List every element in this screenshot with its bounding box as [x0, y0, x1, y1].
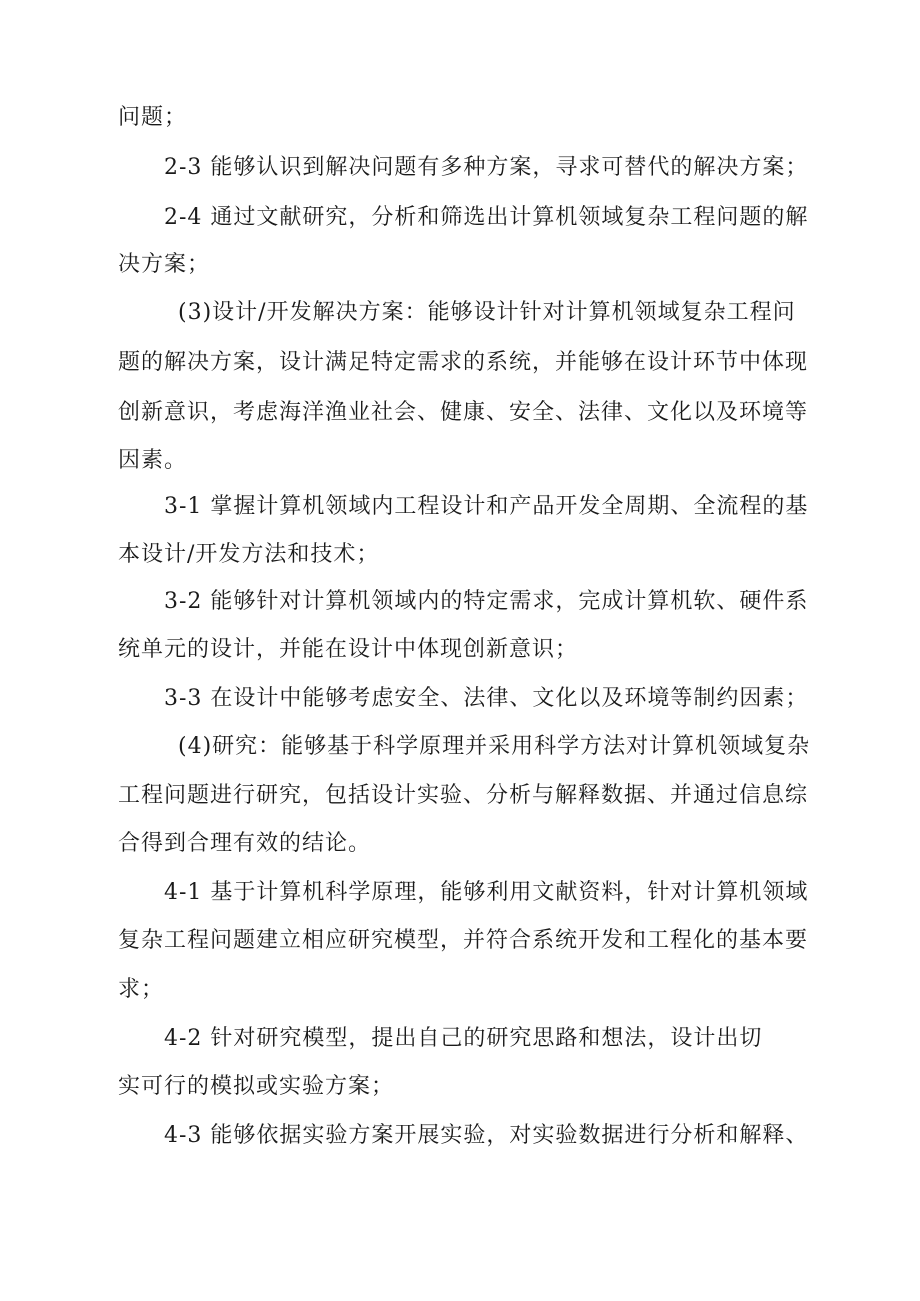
text-line: 统单元的设计，并能在设计中体现创新意识； [118, 637, 579, 662]
text-line: 本设计/开发方法和技术； [118, 542, 380, 567]
text-line: 4-2 针对研究模型，提出自己的研究思路和想法，设计出切 [164, 1026, 763, 1051]
text-line: 创新意识，考虑海洋渔业社会、健康、安全、法律、文化以及环境等 [118, 400, 809, 425]
text-line: 复杂工程问题建立相应研究模型，并符合系统开发和工程化的基本要 [118, 928, 809, 953]
text-line: 问题； [118, 105, 188, 130]
text-line: 4-1 基于计算机科学原理，能够利用文献资料，针对计算机领域 [164, 880, 809, 905]
text-line: 题的解决方案，设计满足特定需求的系统，并能够在设计环节中体现 [118, 350, 809, 375]
text-line: 3-1 掌握计算机领域内工程设计和产品开发全周期、全流程的基 [164, 494, 809, 519]
text-line: 3-2 能够针对计算机领域内的特定需求，完成计算机软、硬件系 [164, 589, 809, 614]
text-line: 2-4 通过文献研究，分析和筛选出计算机领域复杂工程问题的解 [164, 205, 809, 230]
text-line: 求； [118, 977, 165, 1002]
text-line: 2-3 能够认识到解决问题有多种方案，寻求可替代的解决方案； [164, 155, 809, 180]
text-line: (4)研究：能够基于科学原理并采用科学方法对计算机领域复杂 [178, 734, 811, 759]
text-line: 4-3 能够依据实验方案开展实验，对实验数据进行分析和解释、 [164, 1123, 809, 1148]
text-line: 实可行的模拟或实验方案； [118, 1074, 395, 1099]
text-line: 工程问题进行研究，包括设计实验、分析与解释数据、并通过信息综 [118, 783, 809, 808]
text-line: 决方案； [118, 252, 211, 277]
text-line: (3)设计/开发解决方案：能够设计针对计算机领域复杂工程问 [178, 300, 796, 325]
text-line: 3-3 在设计中能够考虑安全、法律、文化以及环境等制约因素； [164, 686, 809, 711]
text-line: 因素。 [118, 448, 188, 473]
text-line: 合得到合理有效的结论。 [118, 831, 372, 856]
